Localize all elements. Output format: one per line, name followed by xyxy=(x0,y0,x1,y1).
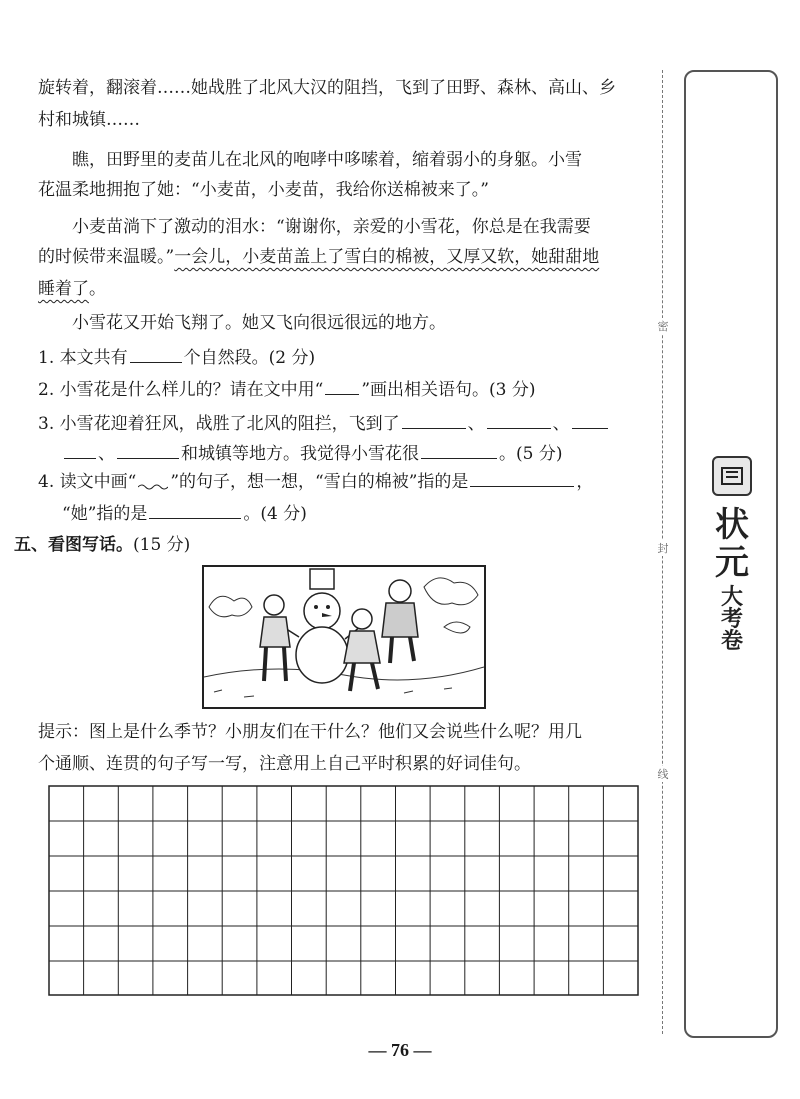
section-5-score: (15 分) xyxy=(133,535,191,555)
q3-answer-blank-5[interactable] xyxy=(421,440,497,459)
svg-text:考: 考 xyxy=(720,607,744,632)
q3-sep-3: 、 xyxy=(98,444,115,464)
svg-text:卷: 卷 xyxy=(720,629,744,650)
passage-line-1: 旋转着，翻滚着……她战胜了北风大汉的阻挡，飞到了田野、森林、高山、乡 xyxy=(38,78,616,98)
q4-answer-blank-1[interactable] xyxy=(470,468,574,487)
q4-text-b: ”的句子，想一想，“雪白的棉被”指的是 xyxy=(170,472,469,492)
wavy-underlined-sentence-end: 睡着了 xyxy=(38,279,89,299)
q2-text-a: 2. 小雪花是什么样儿的？请在文中用“ xyxy=(38,380,324,400)
passage-line-5: 小麦苗淌下了激动的泪水：“谢谢你，亲爱的小雪花，你总是在我需要 xyxy=(72,217,591,237)
svg-text:元: 元 xyxy=(715,543,749,583)
brand-logo-icon xyxy=(712,456,752,496)
seal-mark-middle: 封 xyxy=(657,542,669,555)
q4-text-e: 。(4 分) xyxy=(243,504,307,524)
writing-grid[interactable] xyxy=(48,785,640,1001)
section-5-title: 五、看图写话。 xyxy=(14,535,133,555)
wavy-underlined-sentence: 一会儿，小麦苗盖上了雪白的棉被，又厚又软，她甜甜地 xyxy=(174,247,600,267)
q4-text-c: ， xyxy=(576,472,594,492)
passage-line-4: 花温柔地拥抱了她：“小麦苗，小麦苗，我给你送棉被来了。” xyxy=(38,180,489,200)
q2-straight-line-symbol xyxy=(325,376,359,395)
passage-line-7 xyxy=(38,277,106,301)
passage-line-7-end: 。 xyxy=(89,279,106,299)
q3-text-d: 。(5 分) xyxy=(499,444,563,464)
winter-snowman-illustration xyxy=(202,565,486,709)
q4-text-d: “她”指的是 xyxy=(62,504,148,524)
q3-answer-blank-1[interactable] xyxy=(402,410,466,429)
q3-text-a: 3. 小雪花迎着狂风，战胜了北风的阻拦，飞到了 xyxy=(38,414,400,434)
q4-answer-blank-2[interactable] xyxy=(149,500,241,519)
q4-text-a: 4. 读文中画“ xyxy=(38,472,137,492)
question-1 xyxy=(38,344,315,370)
passage-line-3: 瞧，田野里的麦苗儿在北风的咆哮中哆嗦着，缩着弱小的身躯。小雪 xyxy=(72,150,582,170)
svg-text:大: 大 xyxy=(720,585,744,610)
q3-answer-blank-3a[interactable] xyxy=(572,410,608,429)
seal-mark-top: 密 xyxy=(657,320,669,333)
question-3 xyxy=(38,410,610,436)
q3-sep-1: 、 xyxy=(467,414,485,434)
hint-line-1: 提示：图上是什么季节？小朋友们在干什么？他们又会说些什么呢？用几 xyxy=(38,722,582,742)
question-2 xyxy=(38,376,536,402)
hint-line-2: 个通顺、连贯的句子写一写，注意用上自己平时积累的好词佳句。 xyxy=(38,754,531,774)
passage-line-2: 村和城镇…… xyxy=(38,110,140,130)
passage-line-6-plain: 的时候带来温暖。” xyxy=(38,247,175,267)
section-5-heading xyxy=(14,533,190,557)
q2-text-b: ”画出相关语句。(3 分) xyxy=(361,380,536,400)
q1-text-a: 1. 本文共有 xyxy=(38,348,128,368)
seal-mark-bottom: 线 xyxy=(657,768,669,781)
q3-answer-blank-3b[interactable] xyxy=(64,440,96,459)
question-3-continued xyxy=(62,440,562,466)
q3-text-c: 和城镇等地方。我觉得小雪花很 xyxy=(181,444,419,464)
page-number: — 76 — xyxy=(368,1040,432,1060)
q1-text-b: 个自然段。(2 分) xyxy=(183,348,316,368)
q4-wavy-line-symbol xyxy=(136,469,170,487)
q3-sep-2: 、 xyxy=(552,414,570,434)
passage-line-8: 小雪花又开始飞翔了。她又飞向很远很远的地方。 xyxy=(72,313,446,333)
question-4-continued xyxy=(62,500,307,526)
q3-answer-blank-2[interactable] xyxy=(487,410,551,429)
q1-answer-blank[interactable] xyxy=(130,344,182,363)
brand-logo-text xyxy=(707,500,757,657)
question-4 xyxy=(38,468,593,494)
q3-answer-blank-4[interactable] xyxy=(117,440,179,459)
passage-line-6 xyxy=(38,245,599,269)
svg-text:状: 状 xyxy=(715,505,749,545)
